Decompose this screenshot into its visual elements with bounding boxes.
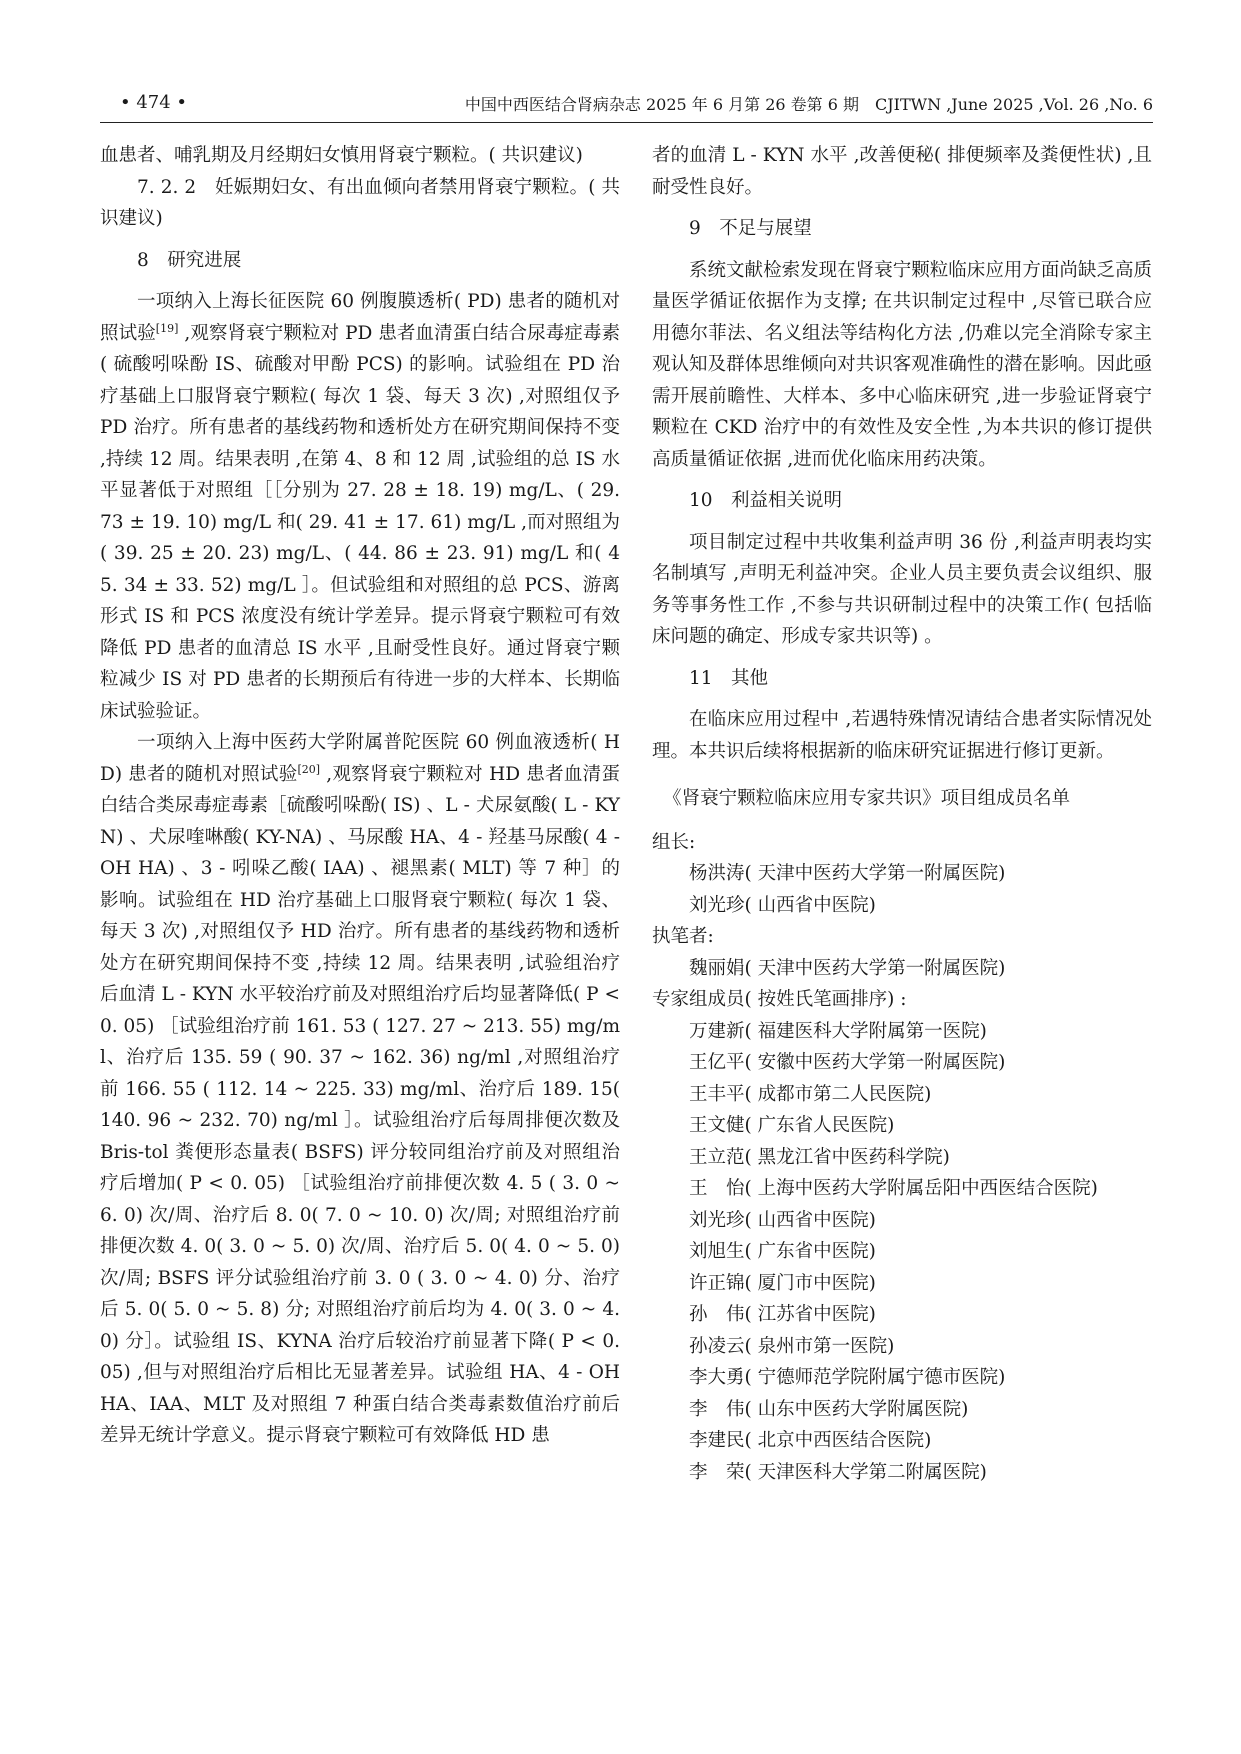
member-entry: 王亿平( 安徽中医药大学第一附属医院) [689,1052,1006,1073]
journal-running-head: 中国中西医结合肾病杂志 2025 年 6 月第 26 卷第 6 期 CJITWN ,June 2025 ,Vol. 26 ,No. 6 [464,95,1153,114]
paragraph-conflicts: 项目制定过程中共收集利益声明 36 份 ,利益声明表均实名制填写 ,声明无利益冲突。企业人员主要负责会议组织、服务等事务性工作 ,不参与共识研制过程中的决策工作( 包括临床问题的确定、形成专家共识等) 。 [652,531,1152,647]
member-entry: 许正锦( 厦门市中医院) [689,1272,876,1294]
section-heading-9: 9 不足与展望 [689,218,812,239]
member-entry: 王丰平( 成都市第二人民医院) [689,1083,932,1105]
roster-title: 《肾衰宁颗粒临床应用专家共识》项目组成员名单 [663,788,1071,809]
paragraph-pd-trial: 一项纳入上海长征医院 60 例腹膜透析( PD) 患者的随机对照试验[19] ,观察肾衰宁颗粒对 PD 患者血清蛋白结合尿毒症毒素( 硫酸吲哚酚 IS、硫酸对甲酚 PCS) 的影响。试验组在 PD 治疗基础上口服肾衰宁颗粒( 每次 1 袋、每天 3 次) ,对照组仅予 PD 治疗。所有患者的基线药物和透析处方在研究期间保持不变 ,持续 12 周。结果表明 ,在第 4、8 和 12 周 ,试验组的总 IS 水平显著低于对照组［［分别为 27. 28 ± 18. 19) mg/L、( 29. 73 ± 19. 10) mg/L 和( 29. 41 ± 17. 61) mg/L ,而对照组为( 39. 25 ± 20. 23) mg/L、( 44. 86 ± 23. 91) mg/L 和( 45. 34 ± 33. 52) mg/L ］。但试验组和对照组的总 PCS、游离形式 IS 和 PCS 浓度没有统计学差异。提示肾衰宁颗粒可有效降低 PD 患者的血清总 IS 水平 ,且耐受性良好。通过肾衰宁颗粒减少 IS 对 PD 患者的长期预后有待进一步的大样本、长期临床试验验证。 [100,291,620,722]
left-column [100,140,620,1452]
member-entry: 孙 伟( 江苏省中医院) [689,1304,876,1325]
member-entry: 万建新( 福建医科大学附属第一医院) [689,1020,987,1042]
writer-label: 执笔者: [652,926,714,947]
member-entry: 李建民( 北京中西医结合医院) [689,1430,932,1451]
member-entry: 李大勇( 宁德师范学院附属宁德市医院) [689,1367,1006,1388]
section-heading-10: 10 利益相关说明 [689,490,843,511]
member-entry: 孙凌云( 泉州市第一医院) [689,1335,895,1357]
paragraph-continuation: 血患者、哺乳期及月经期妇女慎用肾衰宁颗粒。( 共识建议) [100,145,583,166]
member-entry: 刘旭生( 广东省中医院) [689,1241,876,1262]
member-entry: 王文健( 广东省人民医院) [689,1115,895,1136]
paragraph-hd-trial: 一项纳入上海中医药大学附属普陀医院 60 例血液透析( HD) 患者的随机对照试验[20] ,观察肾衰宁颗粒对 HD 患者血清蛋白结合类尿毒症毒素［硫酸吲哚酚( IS) 、L - 犬尿氨酸( L - KYN) 、犬尿喹啉酸( KY-NA) 、马尿酸 HA、4 - 羟基马尿酸( 4 - OH HA) 、3 - 吲哚乙酸( IAA) 、褪黑素( MLT) 等 7 种］的影响。试验组在 HD 治疗基础上口服肾衰宁颗粒( 每次 1 袋、每天 3 次) ,对照组仅予 HD 治疗。所有患者的基线药物和透析处方在研究期间保持不变 ,持续 12 周。结果表明 ,试验组治疗后血清 L - KYN 水平较治疗前及对照组治疗后均显著降低( P < 0. 05) ［试验组治疗前 161. 53 ( 127. 27 ~ 213. 55) mg/ml、治疗后 135. 59 ( 90. 37 ~ 162. 36) ng/ml ,对照组治疗前 166. 55 ( 112. 14 ~ 225. 33) mg/ml、治疗后 189. 15( 140. 96 ~ 232. 70) ng/ml ］。试验组治疗后每周排便次数及 Bris-tol 粪便形态量表( BSFS) 评分较同组治疗前及对照组治疗后增加( P < 0. 05) ［试验组治疗前排便次数 4. 5 ( 3. 0 ~ 6. 0) 次/周、治疗后 8. 0( 7. 0 ~ 10. 0) 次/周; 对照组治疗前排便次数 4. 0( 3. 0 ~ 5. 0) 次/周、治疗后 5. 0( 4. 0 ~ 5. 0) 次/周; BSFS 评分试验组治疗前 3. 0 ( 3. 0 ~ 4. 0) 分、治疗后 5. 0( 5. 0 ~ 5. 8) 分; 对照组治疗前后均为 4. 0( 3. 0 ~ 4. 0) 分］。试验组 IS、KYNA 治疗后较治疗前显著下降( P < 0. 05) ,但与对照组治疗后相比无显著差异。试验组 HA、4 - OH HA、IAA、MLT 及对照组 7 种蛋白结合类毒素数值治疗前后差异无统计学意义。提示肾衰宁颗粒可有效降低 HD 患 [100,732,620,1446]
member-entry: 李 伟( 山东中医药大学附属医院) [689,1398,969,1420]
paragraph-continuation: 者的血清 L - KYN 水平 ,改善便秘( 排便频率及粪便性状) ,且耐受性良好。 [652,145,1152,198]
section-heading-11: 11 其他 [689,667,769,689]
right-column [652,140,1152,1488]
section-heading-8: 8 研究进展 [137,249,242,271]
member-entry: 刘光珍( 山西省中医院) [689,894,876,916]
recommendation-7-2-2: 7. 2. 2 妊娠期妇女、有出血倾向者禁用肾衰宁颗粒。( 共识建议) [100,176,620,229]
paragraph-other: 在临床应用过程中 ,若遇特殊情况请结合患者实际情况处理。本共识后续将根据新的临床研究证据进行修订更新。 [652,709,1152,762]
member-entry: 李 荣( 天津医科大学第二附属医院) [689,1461,987,1483]
member-entry: 魏丽娟( 天津中医药大学第一附属医院) [689,957,1006,979]
experts-label: 专家组成员( 按姓氏笔画排序) : [652,989,907,1010]
citation-19[interactable]: [19] [155,321,179,335]
page-number: • 474 • [120,92,188,113]
member-entry: 刘光珍( 山西省中医院) [689,1209,876,1231]
header-rule [100,122,1153,123]
member-entry: 王立范( 黑龙江省中医药科学院) [689,1146,950,1168]
page-header [100,92,1153,116]
citation-20[interactable]: [20] [297,762,321,776]
leaders-label: 组长: [652,831,696,853]
paragraph-limitations: 系统文献检索发现在肾衰宁颗粒临床应用方面尚缺乏高质量医学循证依据作为支撑; 在共识制定过程中 ,尽管已联合应用德尔菲法、名义组法等结构化方法 ,仍难以完全消除专家主观认知及群体思维倾向对共识客观准确性的潜在影响。因此亟需开展前瞻性、大样本、多中心临床研究 ,进一步验证肾衰宁颗粒在 CKD 治疗中的有效性及安全性 ,为本共识的修订提供高质量循证依据 ,进而优化临床用药决策。 [652,259,1152,470]
member-entry: 杨洪涛( 天津中医药大学第一附属医院) [689,863,1006,884]
member-entry: 王 怡( 上海中医药大学附属岳阳中西医结合医院) [689,1178,1098,1199]
